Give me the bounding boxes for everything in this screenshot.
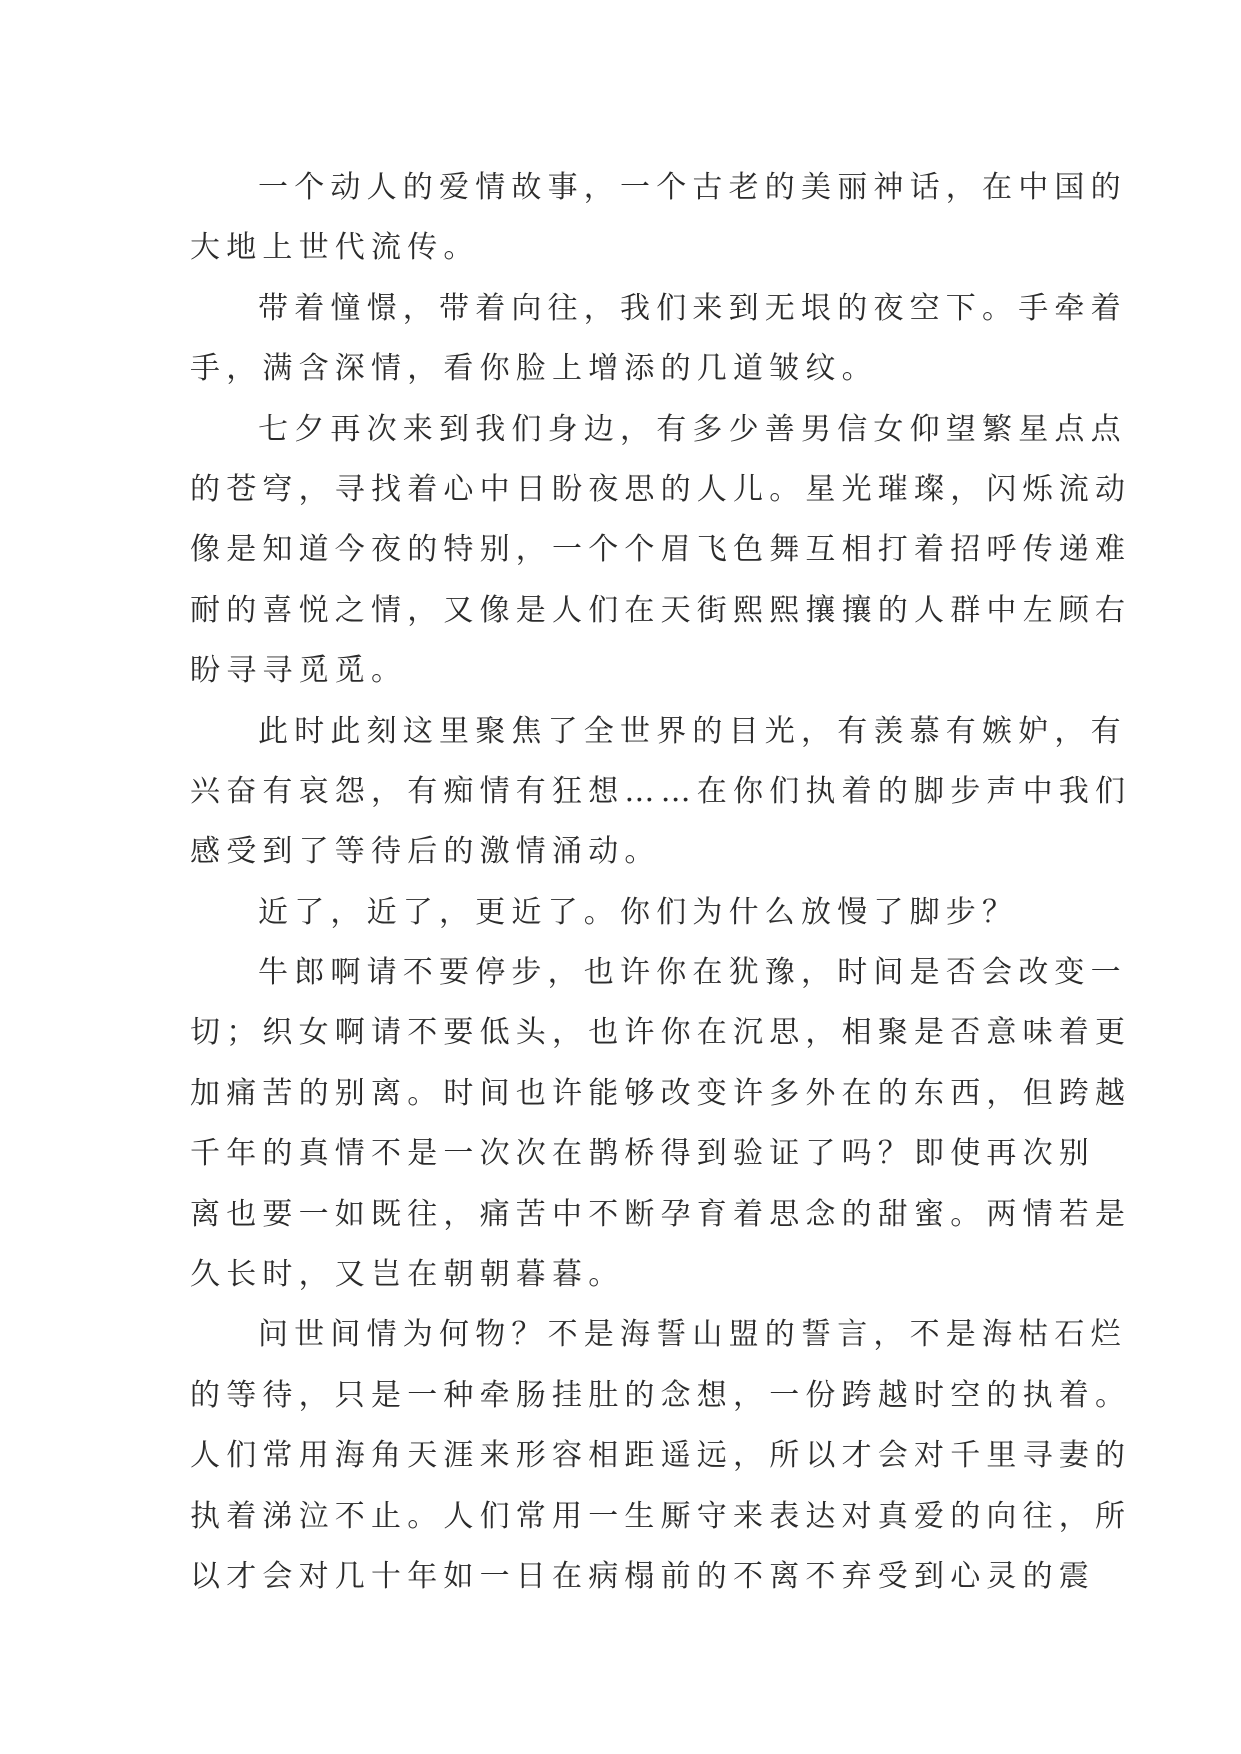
paragraph-6-line-5: 离也要一如既往，痛苦中不断孕育着思念的甜蜜。两情若是: [190, 1196, 1132, 1232]
paragraph-7-line-3: 人们常用海角天涯来形容相距遥远，所以才会对千里寻妻的: [190, 1438, 1132, 1474]
paragraph-6-line-2: 切；织女啊请不要低头，也许你在沉思，相聚是否意味着更: [190, 1015, 1132, 1051]
body-text: [190, 158, 1132, 1607]
paragraph-7-line-2: 的等待，只是一种牵肠挂肚的念想，一份跨越时空的执着。: [190, 1377, 1132, 1413]
paragraph-6-line-3: 加痛苦的别离。时间也许能够改变许多外在的东西，但跨越: [190, 1075, 1132, 1111]
paragraph-3-line-4: 耐的喜悦之情，又像是人们在天街熙熙攘攘的人群中左顾右: [190, 592, 1132, 628]
paragraph-2-line-1: 带着憧憬，带着向往，我们来到无垠的夜空下。手牵着: [258, 290, 1127, 326]
paragraph-3-line-1: 七夕再次来到我们身边，有多少善男信女仰望繁星点点: [258, 411, 1127, 447]
paragraph-2-line-2: 手，满含深情，看你脸上增添的几道皱纹。: [190, 351, 878, 387]
paragraph-4-line-2: 兴奋有哀怨，有痴情有狂想……在你们执着的脚步声中我们: [190, 773, 1132, 809]
paragraph-5-line-1: 近了，近了，更近了。你们为什么放慢了脚步？: [258, 894, 1019, 930]
paragraph-7-line-4: 执着涕泣不止。人们常用一生厮守来表达对真爱的向往，所: [190, 1498, 1132, 1534]
paragraph-3-line-2: 的苍穹，寻找着心中日盼夜思的人儿。星光璀璨，闪烁流动: [190, 471, 1132, 507]
paragraph-3-line-3: 像是知道今夜的特别，一个个眉飞色舞互相打着招呼传递难: [190, 532, 1132, 568]
paragraph-6-line-1: 牛郎啊请不要停步，也许你在犹豫，时间是否会改变一: [258, 955, 1127, 991]
paragraph-3-line-5: 盼寻寻觅觅。: [190, 653, 408, 689]
paragraph-1-line-1: 一个动人的爱情故事，一个古老的美丽神话，在中国的: [258, 170, 1127, 205]
paragraph-1-line-2: 大地上世代流传。: [190, 230, 480, 266]
paragraph-7-line-5: 以才会对几十年如一日在病榻前的不离不弃受到心灵的震: [190, 1558, 1095, 1594]
paragraph-6-line-4: 千年的真情不是一次次在鹊桥得到验证了吗？即使再次别: [190, 1136, 1095, 1172]
paragraph-4-line-3: 感受到了等待后的激情涌动。: [190, 834, 661, 870]
paragraph-4-line-1: 此时此刻这里聚焦了全世界的目光，有羡慕有嫉妒，有: [258, 713, 1127, 749]
paragraph-7-line-1: 问世间情为何物？不是海誓山盟的誓言，不是海枯石烂: [258, 1317, 1127, 1353]
paragraph-6-line-6: 久长时，又岂在朝朝暮暮。: [190, 1257, 625, 1293]
